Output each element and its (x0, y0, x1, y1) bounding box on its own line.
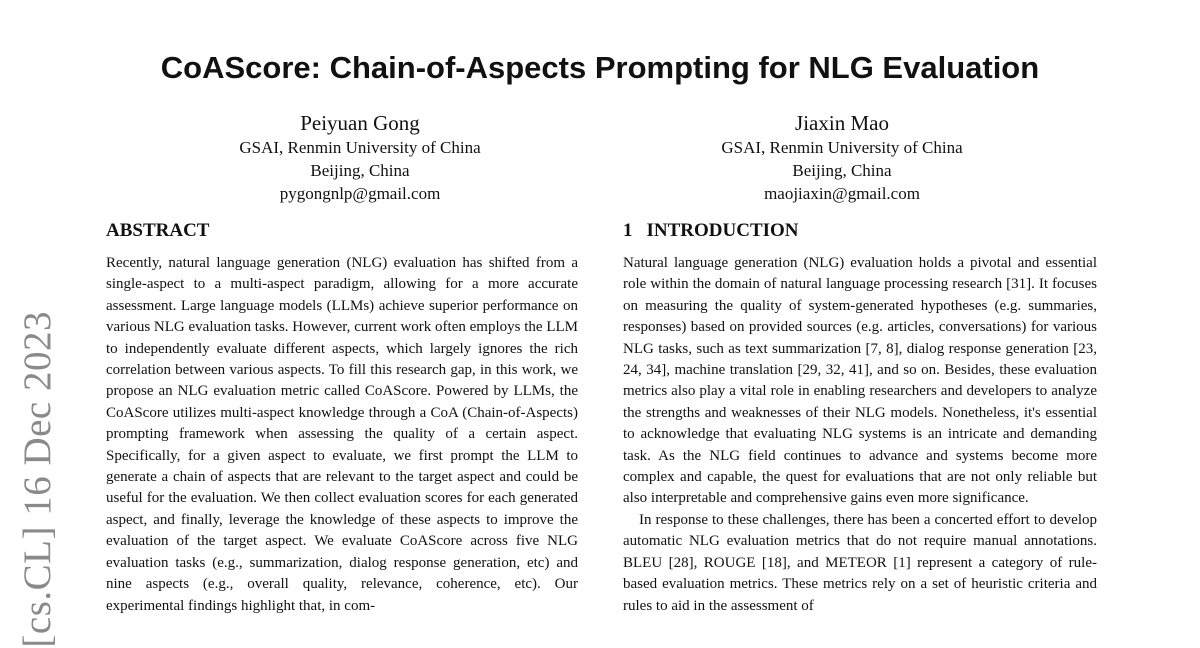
abstract-column (106, 218, 578, 617)
author-affiliation: GSAI, Renmin University of China (239, 138, 481, 157)
section-title: INTRODUCTION (646, 220, 799, 241)
arxiv-stamp-text: [cs.CL] 16 Dec 2023 (15, 311, 59, 648)
author-block-1 (130, 110, 590, 205)
author-name: Peiyuan Gong (300, 111, 420, 135)
intro-paragraph-2: In response to these challenges, there has been a concerted effort to develop automatic NLG evaluation metrics that do not require manual annotations. BLEU [28], ROUGE [18], and METEOR [1] represent a category of rule-based evaluation metrics. These metrics rely on a set of heuristic criteria and rules to aid in the assessment of (623, 511, 1097, 614)
arxiv-side-stamp (2, 300, 72, 648)
intro-paragraph-1: Natural language generation (NLG) evaluation holds a pivotal and essential role within the domain of natural language processing research [31]. It focuses on measuring the quality of system-generated hypotheses (e.g. summaries, responses) based on provided sources (e.g. articles, conversations) for various NLG tasks, such as text summarization [7, 8], dialog response generation [23, 24, 34], machine translation [29, 32, 41], and so on. Besides, these evaluation metrics also play a vital role in enabling researchers and developers to analyze the strengths and weaknesses of their NLG models. Nonetheless, it's essential to acknowledge that evaluating NLG systems is an intricate and demanding task. As the NLG field continues to advance and systems become more complex and capable, the quest for evaluations that are not only reliable but also interpretable and comprehensive gains even more significance. (623, 255, 1097, 507)
introduction-column (623, 218, 1097, 617)
abstract-heading: ABSTRACT (106, 220, 210, 241)
author-location: Beijing, China (792, 161, 892, 180)
author-affiliation: GSAI, Renmin University of China (721, 138, 963, 157)
author-email: maojiaxin@gmail.com (764, 184, 920, 203)
paper-title: CoAScore: Chain-of-Aspects Prompting for NLG Evaluation (160, 50, 1040, 85)
author-name: Jiaxin Mao (795, 111, 889, 135)
author-email: pygongnlp@gmail.com (279, 184, 441, 203)
author-block-2 (612, 110, 1072, 205)
author-location: Beijing, China (310, 161, 410, 180)
introduction-heading (623, 218, 1097, 244)
section-number: 1 (623, 220, 633, 241)
abstract-text: Recently, natural language generation (NLG) evaluation has shifted from a single-aspect to a multi-aspect paradigm, allowing for a more accurate assessment. Large language models (LLMs) achieve superior performance on various NLG evaluation tasks. However, current work often employs the LLM to independently evaluate different aspects, which largely ignores the rich correlation between various aspects. To fill this research gap, in this work, we propose an NLG evaluation metric called CoAScore. Powered by LLMs, the CoAScore utilizes multi-aspect knowledge through a CoA (Chain-of-Aspects) prompting framework when assessing the quality of a certain aspect. Specifically, for a given aspect to evaluate, we first prompt the LLM to generate a chain of aspects that are relevant to the target aspect and could be useful for the evaluation. We then collect evaluation scores for each generated aspect, and finally, leverage the knowledge of these aspects to improve the evaluation of the target aspect. We evaluate CoAScore across five NLG evaluation tasks (e.g., summarization, dialog response generation, etc) and nine aspects (e.g., overall quality, relevance, coherence, etc). Our experimental findings highlight that, in com- (106, 255, 578, 614)
